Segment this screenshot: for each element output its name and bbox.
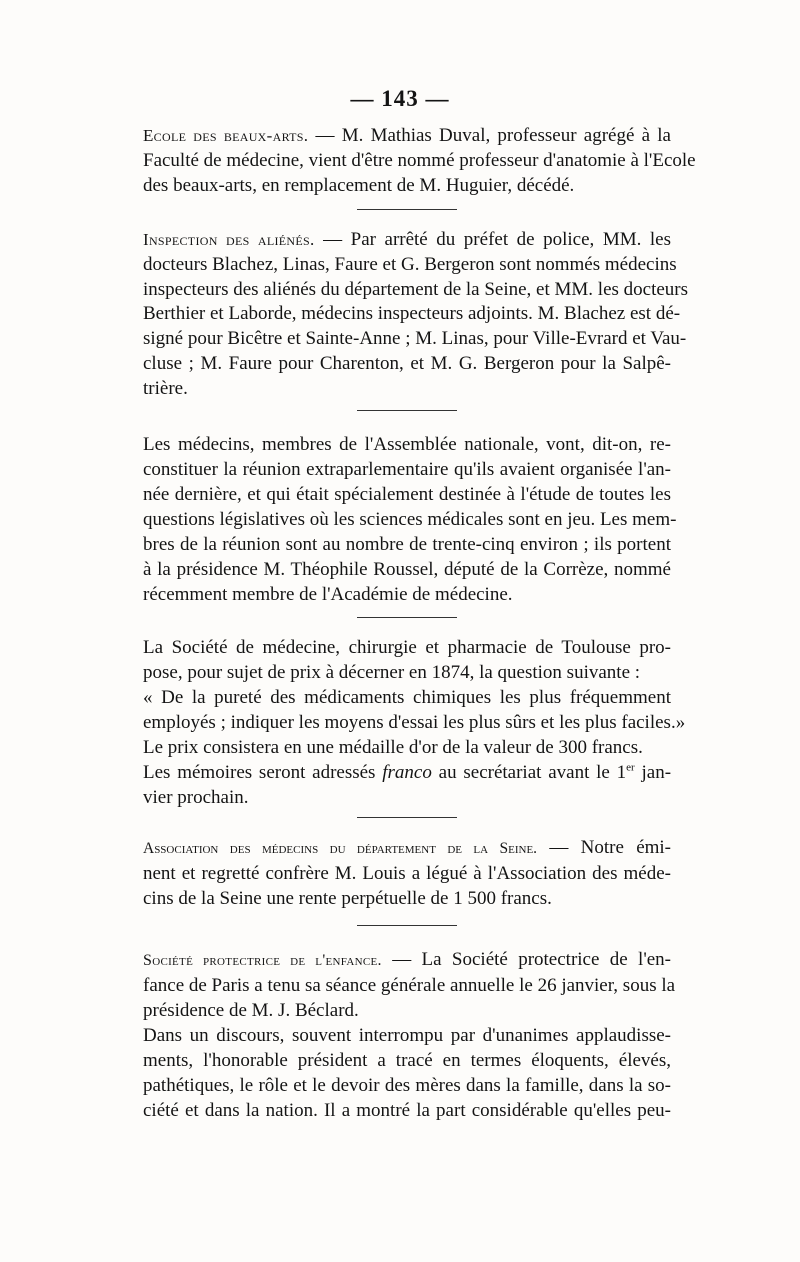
text-line: trière. [143, 378, 188, 400]
text-span: — Par arrêté du préfet de police, MM. les [323, 228, 672, 250]
section-divider [357, 925, 457, 926]
text-line: présidence de M. J. Béclard. [143, 1000, 359, 1022]
text-line [143, 124, 671, 149]
text-line: constituer la réunion extraparlementaire qu'ils avaient organisée l'an- [143, 458, 671, 480]
section-heading-association: Association des médecins du département de la Seine. [143, 839, 538, 857]
text-line [143, 228, 671, 253]
text-line: bres de la réunion sont au nombre de trente-cinq environ ; ils portent [143, 533, 671, 555]
text-line: des beaux-arts, en remplacement de M. Huguier, décédé. [143, 174, 575, 196]
section-heading-alienes: Inspection des aliénés. [143, 229, 315, 249]
text-line: Dans un discours, souvent interrompu par d'unanimes applaudisse- [143, 1025, 671, 1047]
text-span: Les mémoires seront adressés [143, 761, 376, 783]
text-line: Le prix consistera en une médaille d'or de la valeur de 300 francs. [143, 737, 643, 759]
paragraph-alienes [143, 228, 689, 402]
superscript: er [626, 761, 635, 774]
text-line: La Société de médecine, chirurgie et pharmacie de Toulouse pro- [143, 637, 671, 659]
text-column [143, 124, 696, 1124]
text-line: « De la pureté des médicaments chimiques les plus fréquemment [143, 687, 671, 709]
text-line: Faculté de médecine, vient d'être nommé professeur d'anatomie à l'Ecole [143, 149, 696, 171]
text-line [143, 948, 671, 974]
text-line: à la présidence M. Théophile Roussel, député de la Corrèze, nommé [143, 558, 671, 580]
section-divider [357, 617, 457, 618]
text-span: — La Société protectrice de l'en- [392, 949, 672, 971]
paragraph-toulouse [143, 636, 686, 810]
text-span: jan- [641, 761, 672, 783]
text-line: signé pour Bicêtre et Sainte-Anne ; M. Linas, pour Ville-Evrard et Vau- [143, 328, 687, 350]
paragraph-association [143, 836, 671, 912]
text-line: ciété et dans la nation. Il a montré la part considérable qu'elles peu- [143, 1099, 671, 1121]
text-line: ments, l'honorable président a tracé en termes éloquents, élevés, [143, 1050, 671, 1072]
text-span: — Notre émi- [549, 836, 672, 858]
text-line: née dernière, et qui était spécialement destinée à l'étude de toutes les [143, 483, 671, 505]
section-heading-beaux-arts: Ecole des beaux-arts. [143, 126, 309, 145]
section-divider [357, 817, 457, 818]
text-line: inspecteurs des aliénés du département de la Seine, et MM. les docteurs [143, 278, 689, 300]
text-line: Berthier et Laborde, médecins inspecteurs adjoints. M. Blachez est dé- [143, 303, 681, 325]
text-span: — M. Mathias Duval, professeur agrégé à la [315, 125, 671, 146]
text-span: au secrétariat avant le 1 [438, 761, 627, 783]
text-line: docteurs Blachez, Linas, Faure et G. Bergeron sont nommés médecins [143, 253, 677, 275]
section-divider [357, 410, 457, 411]
text-line: cluse ; M. Faure pour Charenton, et M. G. Bergeron pour la Salpê- [143, 353, 671, 375]
text-line [143, 836, 671, 862]
paragraph-beaux-arts [143, 124, 696, 199]
text-line: Les médecins, membres de l'Assemblée nationale, vont, dit-on, re- [143, 434, 671, 456]
section-divider [357, 209, 457, 210]
page-number: — 143 — [350, 86, 450, 111]
text-line: fance de Paris a tenu sa séance générale annuelle le 26 janvier, sous la [143, 975, 676, 997]
text-line: vier prochain. [143, 786, 249, 808]
text-line: questions législatives où les sciences médicales sont en jeu. Les mem- [143, 508, 677, 530]
section-heading-enfance: Société protectrice de l'enfance. [143, 952, 382, 970]
text-line: nent et regretté confrère M. Louis a légué à l'Association des méde- [143, 862, 671, 884]
text-line: employés ; indiquer les moyens d'essai les plus sûrs et les plus faciles.» [143, 712, 686, 734]
paragraph-assemblee [143, 433, 677, 607]
paragraph-enfance [143, 948, 676, 1123]
text-line: pose, pour sujet de prix à décerner en 1874, la question suivante : [143, 662, 641, 684]
text-span-italic: franco [382, 761, 432, 783]
text-line: pathétiques, le rôle et le devoir des mères dans la famille, dans la so- [143, 1075, 671, 1096]
text-line [143, 761, 671, 786]
text-line: récemment membre de l'Académie de médecine. [143, 583, 513, 605]
text-line: cins de la Seine une rente perpétuelle de 1 500 francs. [143, 887, 552, 909]
